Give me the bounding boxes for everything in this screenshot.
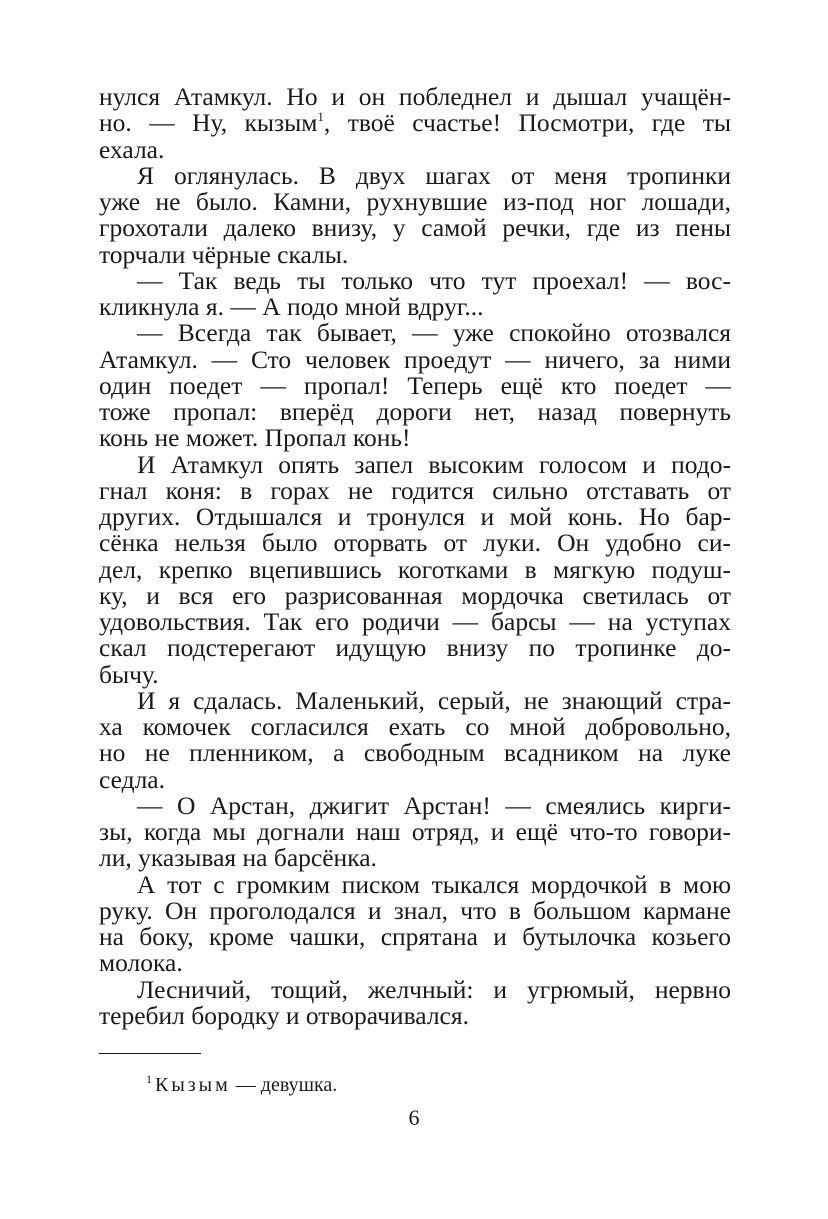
- text-line: — О Арстан, джигит Арстан! — смеялись кирги-: [137, 790, 731, 820]
- text-line: сёнка нельзя было оторвать от луки. Он удобно си-: [99, 528, 731, 558]
- text-line: Я оглянулась. В двух шагах от меня тропинки: [137, 160, 731, 190]
- text-line: уже не было. Камни, рухнувшие из-под ног лошади,: [99, 187, 731, 216]
- text-line: ехала.: [99, 134, 165, 164]
- text-line-with-footnote: [99, 110, 731, 136]
- text-line: теребил бородку и отворачивался.: [99, 1000, 469, 1030]
- text-line: А тот с громким писком тыкался мордочкой в мою: [137, 869, 731, 899]
- text-fragment: , твоё счастье! Посмотри, где ты: [323, 108, 731, 138]
- text-line: ли, указывая на барсёнка.: [99, 843, 377, 873]
- text-line: на боку, кроме чашки, спрятана и бутылочка козьего: [99, 922, 731, 951]
- text-line: других. Отдышался и тронулся и мой конь. Но бар-: [99, 502, 731, 531]
- text-line: но не пленником, а свободным всадником на луке: [99, 738, 731, 768]
- footnote-term: Кызым: [155, 1074, 231, 1096]
- text-line: дел, крепко вцепившись коготками в мягкую подуш-: [99, 554, 731, 584]
- text-line: зы, когда мы догнали наш отряд, и ещё что-то говори-: [99, 817, 731, 846]
- text-line: скал подстерегают идущую внизу по тропинке до-: [99, 633, 731, 663]
- text-line: И Атамкул опять запел высоким голосом и подо-: [137, 449, 731, 479]
- text-line: ха комочек согласился ехать со мной добровольно,: [99, 712, 731, 741]
- text-fragment: но. — Ну, кызым: [99, 108, 318, 138]
- page-number: 6: [408, 1105, 420, 1130]
- text-line: гнал коня: в горах не годится сильно отставать от: [99, 475, 731, 505]
- text-line: торчали чёрные скалы.: [99, 239, 349, 269]
- page-body: [99, 84, 731, 1029]
- text-line: конь не может. Пропал конь!: [99, 423, 411, 453]
- text-line: ку, и вся его разрисованная мордочка светилась от: [99, 580, 731, 610]
- text-line: — Так ведь ты только что тут проехал! — вос-: [137, 265, 731, 295]
- footnote-mark: 1: [146, 1072, 152, 1086]
- text-line: И я сдалась. Маленький, серый, не знающий стра-: [137, 685, 731, 715]
- text-line: — Всегда так бывает, — уже спокойно отозвался: [137, 318, 731, 348]
- footnote-separator: [99, 1053, 201, 1054]
- text-line: грохотали далеко внизу, у самой речки, где из пены: [99, 213, 731, 243]
- text-line: кликнула я. — А подо мной вдруг...: [99, 292, 484, 321]
- footnote: [146, 1067, 337, 1097]
- text-line: удовольствия. Так его родичи — барсы — на уступах: [99, 607, 731, 636]
- text-line: бычу.: [99, 659, 159, 689]
- text-line: Лесничий, тощий, желчный: и угрюмый, нервно: [137, 974, 731, 1004]
- text-line: нулся Атамкул. Но и он побледнел и дышал учащён-: [99, 82, 731, 111]
- text-line: один поедет — пропал! Теперь ещё кто поедет —: [99, 370, 731, 400]
- text-line: тоже пропал: вперёд дороги нет, назад повернуть: [99, 397, 731, 426]
- text-line: молока.: [99, 948, 183, 978]
- text-line: руку. Он проголодался и знал, что в большом кармане: [99, 895, 731, 925]
- text-line: седла.: [99, 764, 166, 794]
- footnote-definition: — девушка.: [230, 1074, 338, 1096]
- footnote-reference: 1: [317, 109, 324, 125]
- text-line: Атамкул. — Сто человек проедут — ничего, за ними: [99, 344, 731, 374]
